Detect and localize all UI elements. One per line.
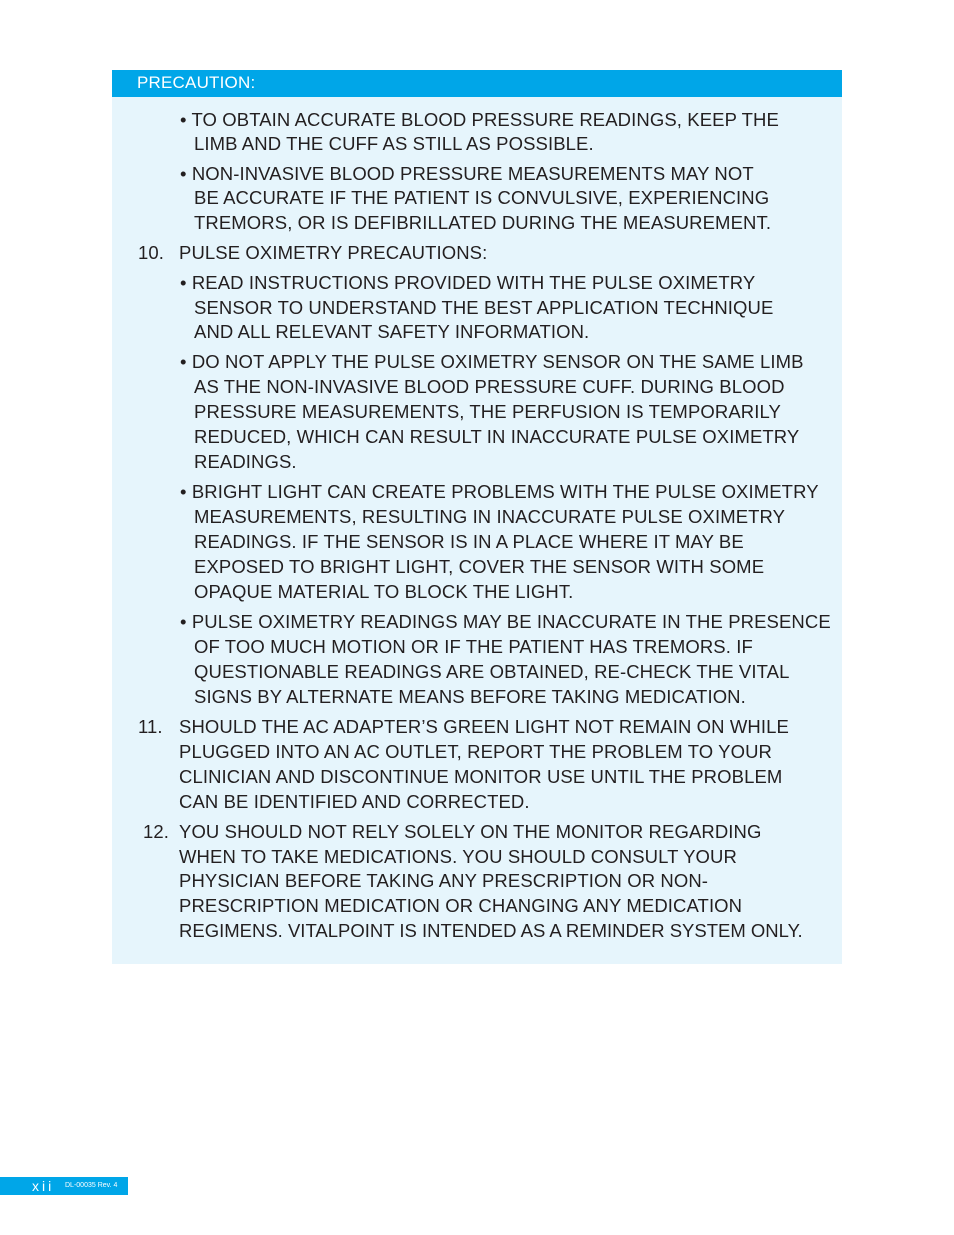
bullet-motion-line-2: OF TOO MUCH MOTION OR IF THE PATIENT HAS TREMORS. IF (194, 636, 753, 657)
bullet-bp-still-line-2: LIMB AND THE CUFF AS STILL AS POSSIBLE. (194, 133, 594, 154)
item-10-heading: PULSE OXIMETRY PRECAUTIONS: (179, 242, 488, 263)
item-11-line-1: SHOULD THE AC ADAPTER’S GREEN LIGHT NOT REMAIN ON WHILE (179, 716, 789, 737)
bullet-nibp-line-2: BE ACCURATE IF THE PATIENT IS CONVULSIVE, EXPERIENCING (194, 187, 770, 208)
item-12-line-3: PHYSICIAN BEFORE TAKING ANY PRESCRIPTION OR NON- (179, 870, 709, 891)
item-11-line-3: CLINICIAN AND DISCONTINUE MONITOR USE UNTIL THE PROBLEM (179, 766, 783, 787)
item-11-line-4: CAN BE IDENTIFIED AND CORRECTED. (179, 791, 530, 812)
bullet-nibp-line-3: TREMORS, OR IS DEFIBRILLATED DURING THE MEASUREMENT. (194, 212, 772, 233)
bullet-same-limb-line-4: REDUCED, WHICH CAN RESULT IN INACCURATE PULSE OXIMETRY (194, 426, 800, 447)
page-number: xii (32, 1178, 55, 1194)
bullet-bright-light-line-4: EXPOSED TO BRIGHT LIGHT, COVER THE SENSOR WITH SOME (194, 556, 765, 577)
bullet-bright-light-line-1: • BRIGHT LIGHT CAN CREATE PROBLEMS WITH THE PULSE OXIMETRY (180, 481, 819, 502)
precaution-title: PRECAUTION: (137, 73, 256, 92)
page-footer-tab (0, 1177, 128, 1195)
item-12-number: 12. (143, 821, 170, 842)
bullet-read-instructions-line-3: AND ALL RELEVANT SAFETY INFORMATION. (194, 321, 590, 342)
item-12-line-2: WHEN TO TAKE MEDICATIONS. YOU SHOULD CONSULT YOUR (179, 846, 737, 867)
bullet-bright-light-line-2: MEASUREMENTS, RESULTING IN INACCURATE PULSE OXIMETRY (194, 506, 786, 527)
bullet-motion-line-1: • PULSE OXIMETRY READINGS MAY BE INACCURATE IN THE PRESENCE (180, 611, 831, 632)
precaution-header (112, 70, 842, 97)
bullet-same-limb-line-1: • DO NOT APPLY THE PULSE OXIMETRY SENSOR ON THE SAME LIMB (180, 351, 804, 372)
item-12-line-1: YOU SHOULD NOT RELY SOLELY ON THE MONITOR REGARDING (179, 821, 762, 842)
bullet-motion-line-4: SIGNS BY ALTERNATE MEANS BEFORE TAKING MEDICATION. (194, 686, 746, 707)
item-12-line-4: PRESCRIPTION MEDICATION OR CHANGING ANY MEDICATION (179, 895, 743, 916)
bullet-same-limb-line-5: READINGS. (194, 451, 297, 472)
bullet-read-instructions-line-1: • READ INSTRUCTIONS PROVIDED WITH THE PULSE OXIMETRY (180, 272, 756, 293)
bullet-bp-still-line-1: • TO OBTAIN ACCURATE BLOOD PRESSURE READINGS, KEEP THE (180, 109, 779, 130)
bullet-same-limb-line-3: PRESSURE MEASUREMENTS, THE PERFUSION IS TEMPORARILY (194, 401, 781, 422)
bullet-bright-light-line-3: READINGS. IF THE SENSOR IS IN A PLACE WHERE IT MAY BE (194, 531, 744, 552)
item-10-number: 10. (138, 242, 165, 263)
item-11-line-2: PLUGGED INTO AN AC OUTLET, REPORT THE PROBLEM TO YOUR (179, 741, 772, 762)
document-revision: DL-00035 Rev. 4 (65, 1182, 118, 1189)
bullet-same-limb-line-2: AS THE NON-INVASIVE BLOOD PRESSURE CUFF. DURING BLOOD (194, 376, 785, 397)
item-12-line-5: REGIMENS. VITALPOINT IS INTENDED AS A REMINDER SYSTEM ONLY. (179, 920, 803, 941)
bullet-nibp-line-1: • NON-INVASIVE BLOOD PRESSURE MEASUREMENTS MAY NOT (180, 163, 754, 184)
item-11-number: 11. (138, 716, 163, 737)
bullet-read-instructions-line-2: SENSOR TO UNDERSTAND THE BEST APPLICATION TECHNIQUE (194, 297, 774, 318)
bullet-motion-line-3: QUESTIONABLE READINGS ARE OBTAINED, RE-CHECK THE VITAL (194, 661, 790, 682)
bullet-bright-light-line-5: OPAQUE MATERIAL TO BLOCK THE LIGHT. (194, 581, 574, 602)
